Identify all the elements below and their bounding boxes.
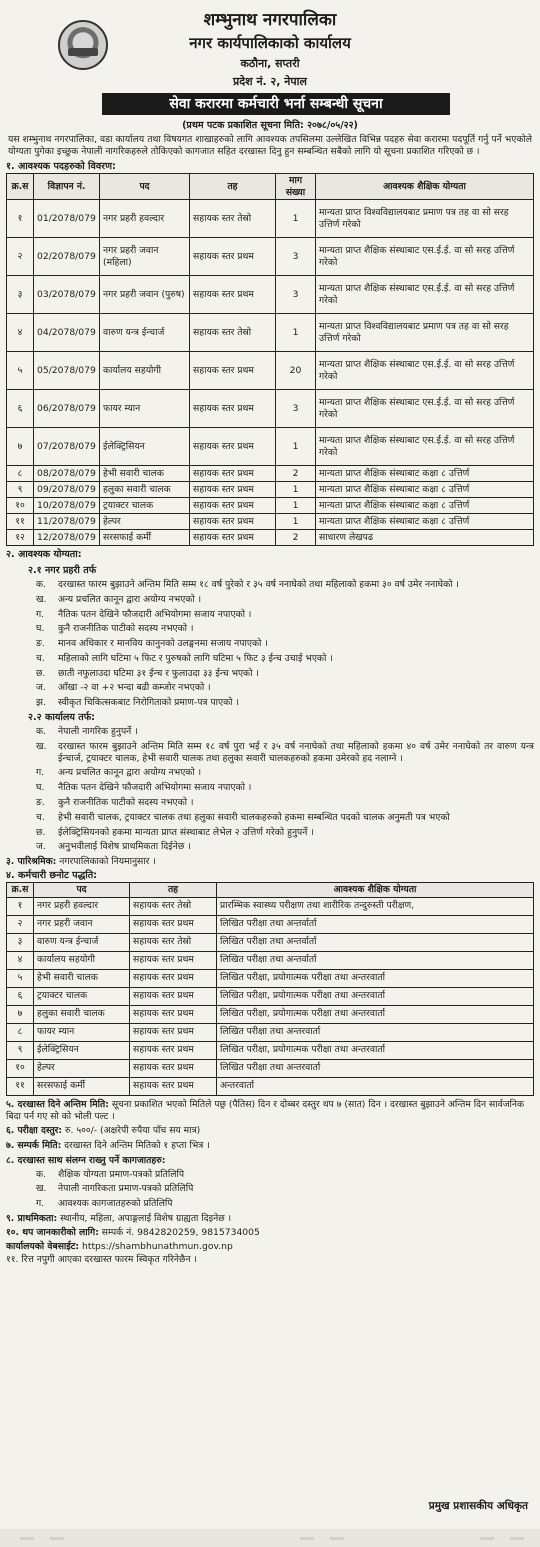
vacancy-sn: ८ [7,466,34,482]
selection-level: सहायक स्तर प्रथम [130,1077,217,1095]
selection-post: ट्रयाक्टर चालक [34,987,130,1005]
vacancy-table [6,173,534,547]
vacancy-level: सहायक स्तर प्रथम [190,238,276,276]
office-requirement [6,827,534,839]
vacancy-level: सहायक स्तर प्रथम [190,482,276,498]
section-9 [6,1213,534,1225]
vacancy-sn: ६ [7,390,34,428]
print-margin-strip [0,1529,540,1547]
police-requirement-text: दरखास्त फारम बुझाउने अन्तिम मिति सम्म १८ वर्ष पुरेको र ३५ वर्ष ननाघेको तथा महिलाको हकमा ३० वर्ष उमेर ननाघेको । [58,579,459,591]
vacancy-level: सहायक स्तर प्रथम [190,352,276,390]
vacancy-level: सहायक स्तर प्रथम [190,530,276,546]
section-11 [6,1254,534,1266]
section-3-label: ३. पारिश्रमिक: [6,856,57,868]
police-requirement-text: आँखा -२ वा +२ भन्दा बढी कम्जोर नभएको । [58,682,211,694]
section-5-label: ५. दरखास्त दिने अन्तिम मिति: [6,1098,109,1110]
subsection-2-2-title: २.२ कार्यालय तर्फ: [28,711,95,723]
selection-row [7,951,534,969]
vacancy-post: नगर प्रहरी जवान (महिला) [100,238,190,276]
vacancy-row [7,200,534,238]
vacancy-qualification: मान्यता प्राप्त शैक्षिक संस्थाबाट एस.ई.ई. वा सो सरह उत्तिर्ण गरेको [316,238,534,276]
selection-row [7,915,534,933]
office-requirement-text: दरखास्त फारम बुझाउने अन्तिम मिति सम्म १८ वर्ष पुरा भई र ३५ वर्ष ननाघेको तथा महिलाको हकमा ४० वर्ष उमेर ननाघेको तर वारुण यन्त्र ईन्चार्ज, ट्रयाक्टर चालक, हेभी सवारी चालक तथा हलुका सवारी चालकहरुको हकमा उमेरको हद नलाग्ने । [58,740,534,764]
vacancy-level: सहायक स्तर तेस्रो [190,314,276,352]
selection-method: लिखित परीक्षा तथा अन्तर्वार्ता [217,933,534,951]
vacancy-row [7,482,534,498]
vacancy-count: 1 [276,200,316,238]
police-requirement-key: क. [36,579,46,591]
vacancy-post: कार्यालय सहयोगी [100,352,190,390]
vacancy-qualification: मान्यता प्राप्त शैक्षिक संस्थाबाट एस.ई.ई. वा सो सरह उत्तिर्ण गरेको [316,390,534,428]
vacancy-qualification: मान्यता प्राप्त विश्वविद्यालयबाट प्रमाण पत्र तह वा सो सरह उत्तिर्ण गरेको [316,314,534,352]
intro-paragraph: यस शम्भुनाथ नगरपालिका, वडा कार्यालय तथा विषयगत शाखाहरुको लागि आवश्यक तपसिलमा उल्लेखित विभिन्न पदहरु सेवा करारमा पदपूर्ति गर्नु पर्ने भएकोले योग्यता पुगेका इच्छुक नेपाली नागरिकहरुले तोकिएको कागजात सहित दरखास्त दिनु हुन सम्बन्धित सबैको लागि यो सूचना प्रकाशित गरिएको छ । [8,134,532,157]
police-requirement-text: नैतिक पतन देखिने फौजदारी अभियोगमा सजाय नपाएको । [58,608,252,620]
vacancy-row [7,514,534,530]
vacancy-adv-no: 07/2078/079 [34,428,100,466]
vacancy-adv-no: 11/2078/079 [34,514,100,530]
office-requirement-key: घ. [36,782,45,794]
vacancy-qualification: मान्यता प्राप्त शैक्षिक संस्थाबाट एस.ई.ई. वा सो सरह उत्तिर्ण गरेको [316,276,534,314]
selection-method: अन्तरवार्ता [217,1077,534,1095]
signature-title: प्रमुख प्रशासकीय अधिकृत [428,1500,528,1512]
required-document-key: ख. [36,1183,47,1195]
section-8-label: ८. दरखास्त साथ संलग्न राख्नु पर्ने कागजातहरु: [6,1154,166,1166]
required-document-text: नेपाली नागरिकता प्रमाण-पत्रको प्रतिलिपि [58,1183,194,1195]
province-name: प्रदेश नं. २, नेपाल [233,75,307,89]
vacancy-adv-no: 01/2078/079 [34,200,100,238]
office-requirement [6,741,534,765]
col-adv: विज्ञापन नं. [34,173,100,200]
section-6-text: रु. ५००/- (अक्षरेपी रुपैया पाँच सय मात्र) [65,1125,201,1137]
office-requirement-key: ख. [36,740,47,752]
selection-sn: २ [7,915,34,933]
office-requirement-key: क. [36,726,46,738]
government-emblem-icon [58,20,108,70]
office-requirement-key: ज. [36,841,46,853]
selection-sn: ७ [7,1005,34,1023]
selection-level: सहायक स्तर प्रथम [130,915,217,933]
vacancy-row [7,238,534,276]
police-requirement [6,579,534,591]
vacancy-level: सहायक स्तर प्रथम [190,276,276,314]
police-requirement-key: ज. [36,682,46,694]
publish-date: (प्रथम पटक प्रकाशित सूचना मिति: २०७८/०५/२२) [182,120,358,131]
office-requirement-key: च. [36,811,45,823]
vacancy-count: 3 [276,238,316,276]
vacancy-count: 1 [276,514,316,530]
vacancy-count: 2 [276,466,316,482]
police-requirement-key: घ. [36,623,45,635]
vacancy-post: नगर प्रहरी हवल्दार [100,200,190,238]
police-requirement-key: ख. [36,593,47,605]
vacancy-count: 20 [276,352,316,390]
section-1-title: १. आवश्यक पदहरुको विवरण: [6,160,116,172]
office-requirement-text: हेभी सवारी चालक, ट्रयाक्टर चालक तथा हलुका सवारी चालकहरुको हकमा सम्बन्धित पदको चालक अनुमती पत्र भएको [58,811,450,823]
section-5-text: सूचना प्रकाशित भएको मितिले पछ्र (पैतिस) दिन र दोब्बर दस्तुर थप ७ (सात) दिन । दरखास्त बुझाउने अन्तिम दिन सार्वजनिक बिदा पर्न गए सो को भोली पल्ट । [6,1098,525,1122]
vacancy-post: सरसफाई कर्मी [100,530,190,546]
vacancy-level: सहायक स्तर प्रथम [190,498,276,514]
police-requirement [6,623,534,635]
section-9-text: स्थानीय, महिला, अपाङ्गलाई विशेष ग्राह्यता दिइनेछ । [60,1212,232,1224]
required-document-text: शैक्षिक योग्यता प्रमाण-पत्रको प्रतिलिपि [58,1168,185,1180]
selection-post: नगर प्रहरी हवल्दार [34,897,130,915]
vacancy-adv-no: 05/2078/079 [34,352,100,390]
vacancy-count: 1 [276,314,316,352]
police-requirement-key: च. [36,652,45,664]
vacancy-adv-no: 04/2078/079 [34,314,100,352]
selection-method: लिखित परीक्षा, प्रयोगात्मक परीक्षा तथा अन्तरवार्ता [217,1041,534,1059]
selection-sn: ५ [7,969,34,987]
vacancy-qualification: साधारण लेखपढ [316,530,534,546]
vacancy-row [7,352,534,390]
vacancy-adv-no: 03/2078/079 [34,276,100,314]
vacancy-post: फायर म्यान [100,390,190,428]
vacancy-sn: २ [7,238,34,276]
required-document [6,1169,534,1181]
selection-method: लिखित परीक्षा तथा अन्तरवार्ता [217,1059,534,1077]
vacancy-post: हेभी सवारी चालक [100,466,190,482]
selection-sn: ९ [7,1041,34,1059]
vacancy-level: सहायक स्तर तेस्रो [190,200,276,238]
vacancy-qualification: मान्यता प्राप्त शैक्षिक संस्थाबाट कक्षा ८ उत्तिर्ण [316,482,534,498]
vacancy-sn: ४ [7,314,34,352]
documents-list [6,1169,534,1210]
vacancy-row [7,314,534,352]
selection-sn: १० [7,1059,34,1077]
selection-sn: ११ [7,1077,34,1095]
vacancy-adv-no: 09/2078/079 [34,482,100,498]
office-place: कठौना, सप्तरी [240,56,300,70]
col-sn: क्र.स [7,173,34,200]
selection-method: लिखित परीक्षा, प्रयोगात्मक परीक्षा तथा अन्तरवार्ता [217,969,534,987]
vacancy-count: 3 [276,390,316,428]
vacancy-count: 1 [276,482,316,498]
vacancy-sn: १० [7,498,34,514]
selection-post: सरसफाई कर्मी [34,1077,130,1095]
selection-post: वारुण यन्त्र ईन्चार्ज [34,933,130,951]
notice-header [6,0,534,118]
website-link[interactable]: https://shambhunathmun.gov.np [82,1240,233,1252]
selection-level: सहायक स्तर प्रथम [130,1005,217,1023]
vacancy-adv-no: 06/2078/079 [34,390,100,428]
selection-sn: ४ [7,951,34,969]
required-document [6,1183,534,1195]
office-requirement-text: अनुभवीलाई विशेष प्राथमिकता दिईनेछ । [58,841,191,853]
office-requirement-key: ङ. [36,797,45,808]
vacancy-qualification: मान्यता प्राप्त शैक्षिक संस्थाबाट एस.ई.ई. वा सो सरह उत्तिर्ण गरेको [316,428,534,466]
selection-level: सहायक स्तर तेस्रो [130,933,217,951]
selection-post: ईलेक्ट्रिसियन [34,1041,130,1059]
vacancy-row [7,530,534,546]
col-level: तह [130,883,217,898]
selection-row [7,1041,534,1059]
subsection-2-1-title: २.१ नगर प्रहरी तर्फ [28,564,97,576]
police-requirement-key: झ. [36,697,46,709]
section-10-text: सम्पर्क नं. 9842820259, 9815734005 [101,1226,260,1238]
section-7-label: ७. सम्पर्क मिति: [6,1140,62,1152]
police-requirement [6,668,534,680]
selection-method: लिखित परीक्षा, प्रयोगात्मक परीक्षा तथा अन्तरवार्ता [217,1005,534,1023]
vacancy-sn: १२ [7,530,34,546]
selection-row [7,897,534,915]
selection-method: प्रारम्भिक स्वास्थ्य परीक्षण तथा शारीरिक तन्दुरुस्ती परीक्षण, [217,897,534,915]
section-7 [6,1140,534,1152]
selection-post: कार्यालय सहयोगी [34,951,130,969]
vacancy-row [7,428,534,466]
vacancy-sn: ९ [7,482,34,498]
office-name: नगर कार्यपालिकाको कार्यालय [189,33,351,52]
police-requirement-text: छाती नफुलाउदा घटिमा ३१ ईन्च र फुलाउदा ३३ ईन्च भएको । [58,667,259,679]
col-count: माग संख्या [276,173,316,200]
vacancy-sn: ७ [7,428,34,466]
col-method: आवश्यक शैक्षिक योग्यता [217,883,534,898]
police-requirement [6,653,534,665]
vacancy-count: 1 [276,498,316,514]
selection-method: लिखित परीक्षा तथा अन्तर्वार्ता [217,915,534,933]
section-10 [6,1227,534,1239]
selection-method: लिखित परीक्षा, प्रयोगात्मक परीक्षा तथा अन्तरवार्ता [217,987,534,1005]
police-requirement-key: ङ. [36,638,45,650]
office-requirement [6,841,534,853]
office-requirement [6,812,534,824]
required-document-key: क. [36,1168,46,1180]
vacancy-level: सहायक स्तर प्रथम [190,428,276,466]
vacancy-post: वारुण यन्त्र ईन्चार्ज [100,314,190,352]
vacancy-level: सहायक स्तर प्रथम [190,514,276,530]
municipality-name: शम्भुनाथ नगरपालिका [203,10,337,30]
selection-level: सहायक स्तर प्रथम [130,969,217,987]
col-post: पद [34,883,130,898]
selection-post: फायर म्यान [34,1023,130,1041]
police-requirement [6,638,534,650]
vacancy-post: ईलेक्ट्रिसियन [100,428,190,466]
selection-post: हलुका सवारी चालक [34,1005,130,1023]
police-requirement [6,697,534,709]
selection-post: नगर प्रहरी जवान [34,915,130,933]
vacancy-count: 3 [276,276,316,314]
selection-row [7,1005,534,1023]
required-document-key: ग. [36,1198,45,1210]
section-11-text: रित्त नपुगी आएका दरखास्त फारम स्विकृत गरिनेछैन । [21,1254,197,1266]
selection-post: हेभी सवारी चालक [34,969,130,987]
vacancy-sn: ११ [7,514,34,530]
vacancy-sn: ३ [7,276,34,314]
police-requirement-text: कुनै राजनीतिक पाटीको सदस्य नभएको । [58,623,194,635]
selection-method: लिखित परीक्षा तथा अन्तर्वार्ता [217,951,534,969]
selection-level: सहायक स्तर प्रथम [130,1041,217,1059]
selection-method-table [6,882,534,1096]
police-requirement-text: स्वीकृत चिकित्सकबाट निरोगिताको प्रमाण-पत्र पाएको । [58,697,239,709]
vacancy-qualification: मान्यता प्राप्त शैक्षिक संस्थाबाट कक्षा ८ उत्तिर्ण [316,466,534,482]
col-post: पद [100,173,190,200]
police-requirement [6,609,534,621]
office-requirement [6,726,534,738]
selection-row [7,1023,534,1041]
vacancy-post: हेल्पर [100,514,190,530]
vacancy-row [7,466,534,482]
selection-method: लिखित परीक्षा तथा अन्तरवार्ता [217,1023,534,1041]
vacancy-adv-no: 10/2078/079 [34,498,100,514]
selection-level: सहायक स्तर प्रथम [130,1059,217,1077]
vacancy-level: सहायक स्तर प्रथम [190,390,276,428]
vacancy-qualification: मान्यता प्राप्त शैक्षिक संस्थाबाट कक्षा ८ उत्तिर्ण [316,498,534,514]
section-4-title: ४. कर्मचारी छनोट पद्धति: [6,869,98,881]
office-requirement-text: नैतिक पतन देखिने फौजदारी अभियोगमा सजाय नपाएको । [58,782,252,794]
section-3-text: नगरपालिकाको नियमानुसार । [59,856,156,868]
police-requirement [6,682,534,694]
section-7-text: दरखास्त दिने अन्तिम मितिको १ हप्ता भित्र । [64,1140,210,1152]
selection-level: सहायक स्तर तेस्रो [130,897,217,915]
vacancy-level: सहायक स्तर प्रथम [190,466,276,482]
required-document [6,1198,534,1210]
section-9-label: ९. प्राथमिकता: [6,1212,58,1224]
vacancy-post: नगर प्रहरी जवान (पुरुष) [100,276,190,314]
selection-level: सहायक स्तर प्रथम [130,951,217,969]
vacancy-count: 2 [276,530,316,546]
section-11-label: ११. [6,1254,19,1266]
vacancy-qualification: मान्यता प्राप्त शैक्षिक संस्थाबाट एस.ई.ई. वा सो सरह उत्तिर्ण गरेको [316,352,534,390]
selection-row [7,1059,534,1077]
section-6 [6,1125,534,1137]
website-label: कार्यालयको वेबसाईट: [6,1240,80,1252]
vacancy-qualification: मान्यता प्राप्त विश्वविद्यालयबाट प्रमाण पत्र तह वा सो सरह उत्तिर्ण गरेको [316,200,534,238]
vacancy-adv-no: 12/2078/079 [34,530,100,546]
section-6-label: ६. परीक्षा दस्तुर: [6,1125,63,1137]
selection-sn: १ [7,897,34,915]
vacancy-sn: १ [7,200,34,238]
vacancy-adv-no: 08/2078/079 [34,466,100,482]
office-requirement [6,782,534,794]
selection-post: हेल्पर [34,1059,130,1077]
selection-row [7,1077,534,1095]
col-sn: क्र.स [7,883,34,898]
office-requirement [6,797,534,809]
vacancy-row [7,498,534,514]
vacancy-sn: ५ [7,352,34,390]
vacancy-post: ट्रयाक्टर चालक [100,498,190,514]
police-requirement-text: मानव अधिकार र मानविय कानुनको उलङ्घनमा सजाय नपाएको । [58,638,268,650]
police-requirement [6,594,534,606]
office-requirement-key: ग. [36,767,45,779]
selection-sn: ३ [7,933,34,951]
police-requirement-key: छ. [36,667,46,679]
office-requirement-text: नेपाली नागरिक हुनुपर्ने । [58,726,138,738]
selection-sn: ८ [7,1023,34,1041]
col-qualification: आवश्यक शैक्षिक योग्यता [316,173,534,200]
selection-row [7,933,534,951]
office-requirements-list [6,726,534,853]
website-line [6,1241,534,1253]
office-requirement-text: ईलेक्ट्रिसियनको हकमा मान्यता प्राप्त संस्थाबाट लेभेल २ उत्तिर्ण गरेको हुनुपर्ने । [58,826,314,838]
section-10-label: १०. थप जानकारीको लागि: [6,1226,99,1238]
col-level: तह [190,173,276,200]
vacancy-count: 1 [276,428,316,466]
selection-row [7,987,534,1005]
selection-sn: ६ [7,987,34,1005]
required-document-text: आवश्यक कागजातहरुको प्रतिलिपि [58,1198,173,1210]
office-requirement-text: कुनै राजनीतिक पाटीको सदस्य नभएको । [58,797,194,808]
office-requirement-key: छ. [36,826,46,838]
selection-level: सहायक स्तर प्रथम [130,1023,217,1041]
selection-row [7,969,534,987]
vacancy-post: हलुका सवारी चालक [100,482,190,498]
vacancy-adv-no: 02/2078/079 [34,238,100,276]
section-3 [6,856,534,868]
vacancy-row [7,390,534,428]
notice-banner: सेवा करारमा कर्मचारी भर्ना सम्बन्धी सूचना [102,93,450,115]
vacancy-qualification: मान्यता प्राप्त शैक्षिक संस्थाबाट कक्षा ८ उत्तिर्ण [316,514,534,530]
selection-level: सहायक स्तर प्रथम [130,987,217,1005]
section-2-title: २. आवश्यक योग्यता: [6,549,82,561]
police-requirements-list [6,579,534,709]
section-5 [6,1099,534,1123]
police-requirement-text: महिलाको लागि घटिमा ५ फिट र पुरुषको लागि घटिमा ५ फिट ३ ईन्च उचाई भएको । [58,652,333,664]
office-requirement-text: अन्य प्रचलित कानून द्वारा अयोग्य नभएको । [58,767,202,779]
police-requirement-text: अन्य प्रचलित कानून द्वारा अयोग्य नभएको । [58,593,202,605]
vacancy-row [7,276,534,314]
police-requirement-key: ग. [36,608,45,620]
office-requirement [6,767,534,779]
